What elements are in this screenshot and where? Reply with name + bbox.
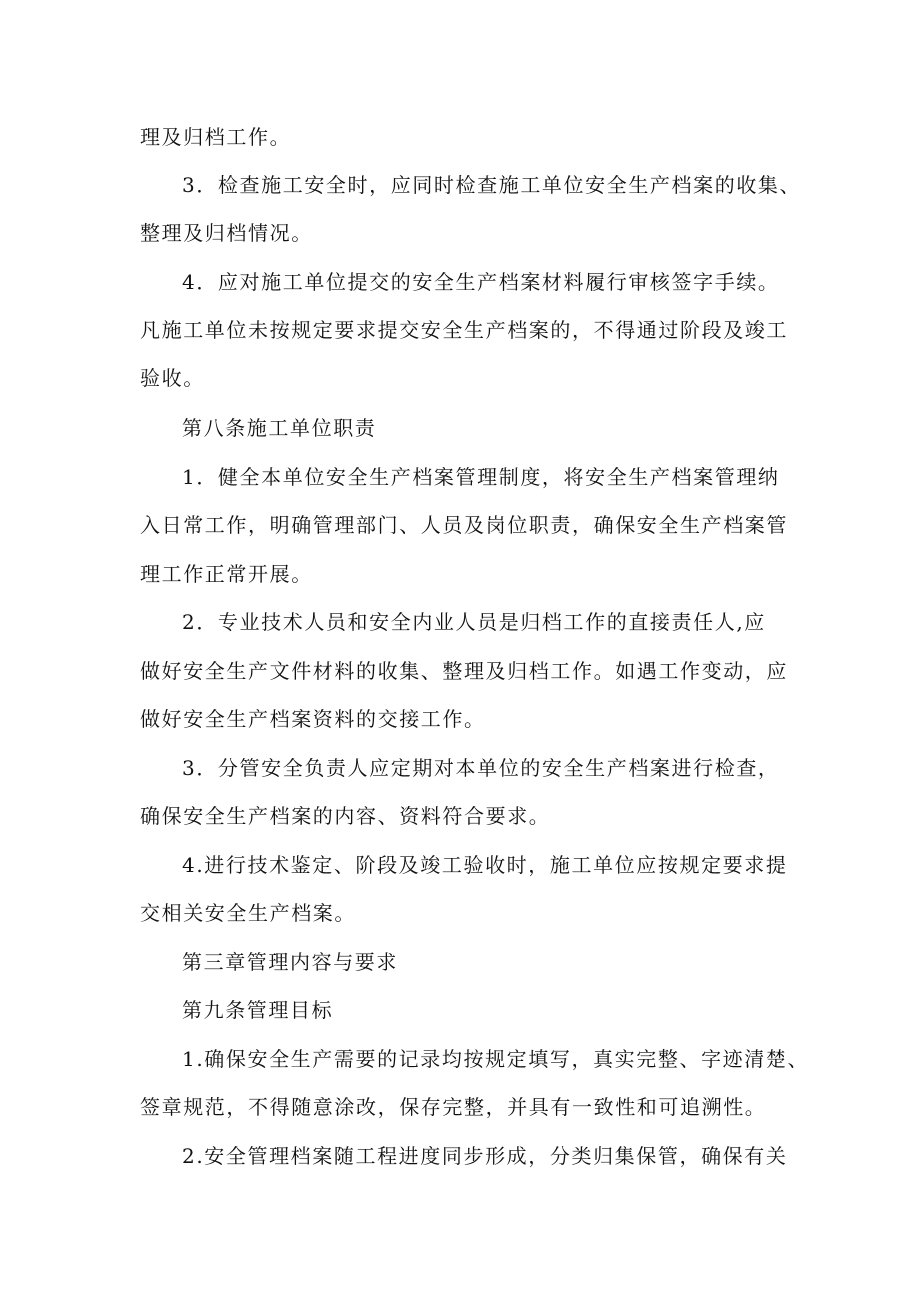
text-line: 2．专业技术人员和安全内业人员是归档工作的直接责任人,应	[182, 610, 766, 634]
text-line: 1．健全本单位安全生产档案管理制度，将安全生产档案管理纳	[182, 465, 780, 489]
text-line: 整理及归档情况。	[140, 221, 313, 245]
section-heading: 第八条施工单位职责	[182, 416, 377, 440]
section-heading: 第九条管理目标	[182, 998, 334, 1022]
text-line: 2.安全管理档案随工程进度同步形成，分类归集保管，确保有关	[182, 1144, 788, 1168]
text-line: 凡施工单位未按规定要求提交安全生产档案的，不得通过阶段及竣工	[140, 318, 788, 342]
chapter-heading: 第三章管理内容与要求	[182, 950, 398, 974]
text-line: 做好安全生产档案资料的交接工作。	[140, 707, 486, 731]
text-line: 3．检查施工安全时，应同时检查施工单位安全生产档案的收集、	[182, 173, 802, 197]
text-line: 交相关安全生产档案。	[140, 901, 356, 925]
text-line: 1.确保安全生产需要的记录均按规定填写，真实完整、字迹清楚、	[182, 1047, 810, 1071]
text-line: 理及归档工作。	[140, 125, 292, 149]
text-line: 4．应对施工单位提交的安全生产档案材料履行审核签字手续。	[182, 270, 780, 294]
text-line: 入日常工作，明确管理部门、人员及岗位职责，确保安全生产档案管	[140, 513, 788, 537]
text-line: 3．分管安全负责人应定期对本单位的安全生产档案进行检查，	[182, 756, 780, 780]
text-line: 做好安全生产文件材料的收集、整理及归档工作。如遇工作变动，应	[140, 659, 788, 683]
text-line: 确保安全生产档案的内容、资料符合要求。	[140, 804, 551, 828]
text-line: 验收。	[140, 366, 205, 390]
text-line: 理工作正常开展。	[140, 562, 313, 586]
text-line: 签章规范，不得随意涂改，保存完整，并具有一致性和可追溯性。	[140, 1095, 767, 1119]
text-line: 4.进行技术鉴定、阶段及竣工验收时，施工单位应按规定要求提	[182, 853, 788, 877]
